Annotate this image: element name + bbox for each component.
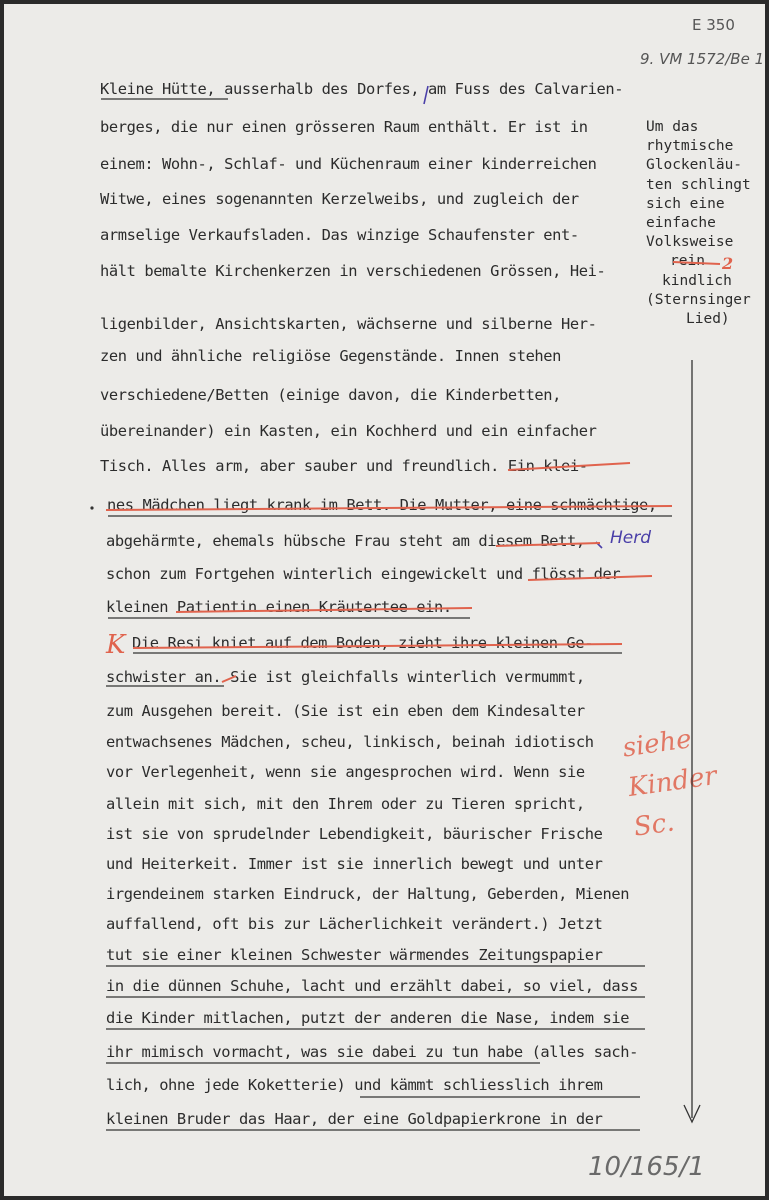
margin-note-insert-mark: 2: [722, 254, 734, 273]
body-line: abgehärmte, ehemals hübsche Frau steht am diesem Bett,: [106, 532, 585, 550]
body-line: und Heiterkeit. Immer ist sie innerlich bewegt und unter: [106, 855, 603, 873]
margin-note: [646, 118, 766, 329]
archive-signature: 9. VM 1572/Be 1: [640, 50, 765, 68]
body-line: Die Resi kniet auf dem Boden, zieht ihre kleinen Ge-: [132, 634, 594, 652]
margin-note-line: ten schlingt: [646, 176, 751, 193]
body-line: vor Verlegenheit, wenn sie angesprochen wird. Wenn sie: [106, 763, 585, 781]
margin-note-line: (Sternsinger: [646, 291, 751, 308]
body-line: die Kinder mitlachen, putzt der anderen die Nase, indem sie: [106, 1009, 630, 1027]
body-line: kleinen Bruder das Haar, der eine Goldpapierkrone in der: [106, 1110, 603, 1128]
margin-note-line: Um das: [646, 119, 699, 135]
body-line: nes Mädchen liegt krank im Bett. Die Mutter, eine schmächtige,: [107, 496, 657, 514]
body-line: ist sie von sprudelnder Lebendigkeit, bäurischer Frische: [106, 825, 603, 843]
margin-note-line: kindlich: [662, 272, 732, 289]
body-line: Kleine Hütte, ausserhalb des Dorfes, am Fuss des Calvarien-: [100, 80, 624, 98]
body-line: Tisch. Alles arm, aber sauber und freundlich. Ein klei-: [100, 457, 588, 475]
body-line: schon zum Fortgehen winterlich eingewickelt und flösst der: [106, 565, 621, 583]
margin-note-line: Lied): [686, 311, 730, 328]
body-line: entwachsenes Mädchen, scheu, linkisch, beinah idiotisch: [106, 733, 594, 751]
red-insert-mark: K: [106, 630, 126, 660]
body-line: Witwe, eines sogenannten Kerzelweibs, und zugleich der: [100, 190, 579, 208]
margin-note-line: rhytmische: [646, 138, 734, 155]
handwritten-insertion: Herd: [610, 528, 652, 548]
folio-number: 10/165/1: [588, 1152, 705, 1182]
margin-note-line: Glockenläu-: [646, 157, 743, 174]
body-line: zum Ausgehen bereit. (Sie ist ein eben dem Kindesalter: [106, 702, 585, 720]
body-line: verschiedene/Betten (einige davon, die Kinderbetten,: [100, 386, 562, 404]
body-line: kleinen Patientin einen Kräutertee ein.: [106, 598, 452, 616]
body-line: auffallend, oft bis zur Lächerlichkeit verändert.) Jetzt: [106, 915, 603, 933]
margin-note-line: Volksweise: [646, 234, 734, 251]
body-line: übereinander) ein Kasten, ein Kochherd und ein einfacher: [100, 422, 597, 440]
body-line: lich, ohne jede Koketterie) und kämmt schliesslich ihrem: [106, 1076, 603, 1094]
body-line: einem: Wohn-, Schlaf- und Küchenraum einer kinderreichen: [100, 155, 597, 173]
margin-note-line: sich eine: [646, 195, 725, 212]
body-line: irgendeinem starken Eindruck, der Haltung, Geberden, Mienen: [106, 885, 630, 903]
body-line: in die dünnen Schuhe, lacht und erzählt dabei, so viel, dass: [106, 977, 638, 995]
body-line: hält bemalte Kirchenkerzen in verschiedenen Grössen, Hei-: [100, 262, 606, 280]
archive-code: E 350: [692, 16, 735, 34]
body-line: schwister an. Sie ist gleichfalls winterlich vermummt,: [106, 668, 585, 686]
body-line: tut sie einer kleinen Schwester wärmendes Zeitungspapier: [106, 946, 603, 964]
margin-note-line: rein: [670, 253, 705, 270]
body-line: allein mit sich, mit den Ihrem oder zu Tieren spricht,: [106, 795, 585, 813]
body-line: ihr mimisch vormacht, was sie dabei zu tun habe (alles sach-: [106, 1043, 638, 1061]
body-line: ligenbilder, Ansichtskarten, wächserne und silberne Her-: [100, 315, 597, 333]
body-line: berges, die nur einen grösseren Raum enthält. Er ist in: [100, 118, 588, 136]
red-margin-annotation: siehe Kinder Sc.: [620, 724, 719, 843]
body-line: zen und ähnliche religiöse Gegenstände. Innen stehen: [100, 347, 562, 365]
margin-note-line: einfache: [646, 215, 716, 232]
body-line: armselige Verkaufsladen. Das winzige Schaufenster ent-: [100, 226, 579, 244]
